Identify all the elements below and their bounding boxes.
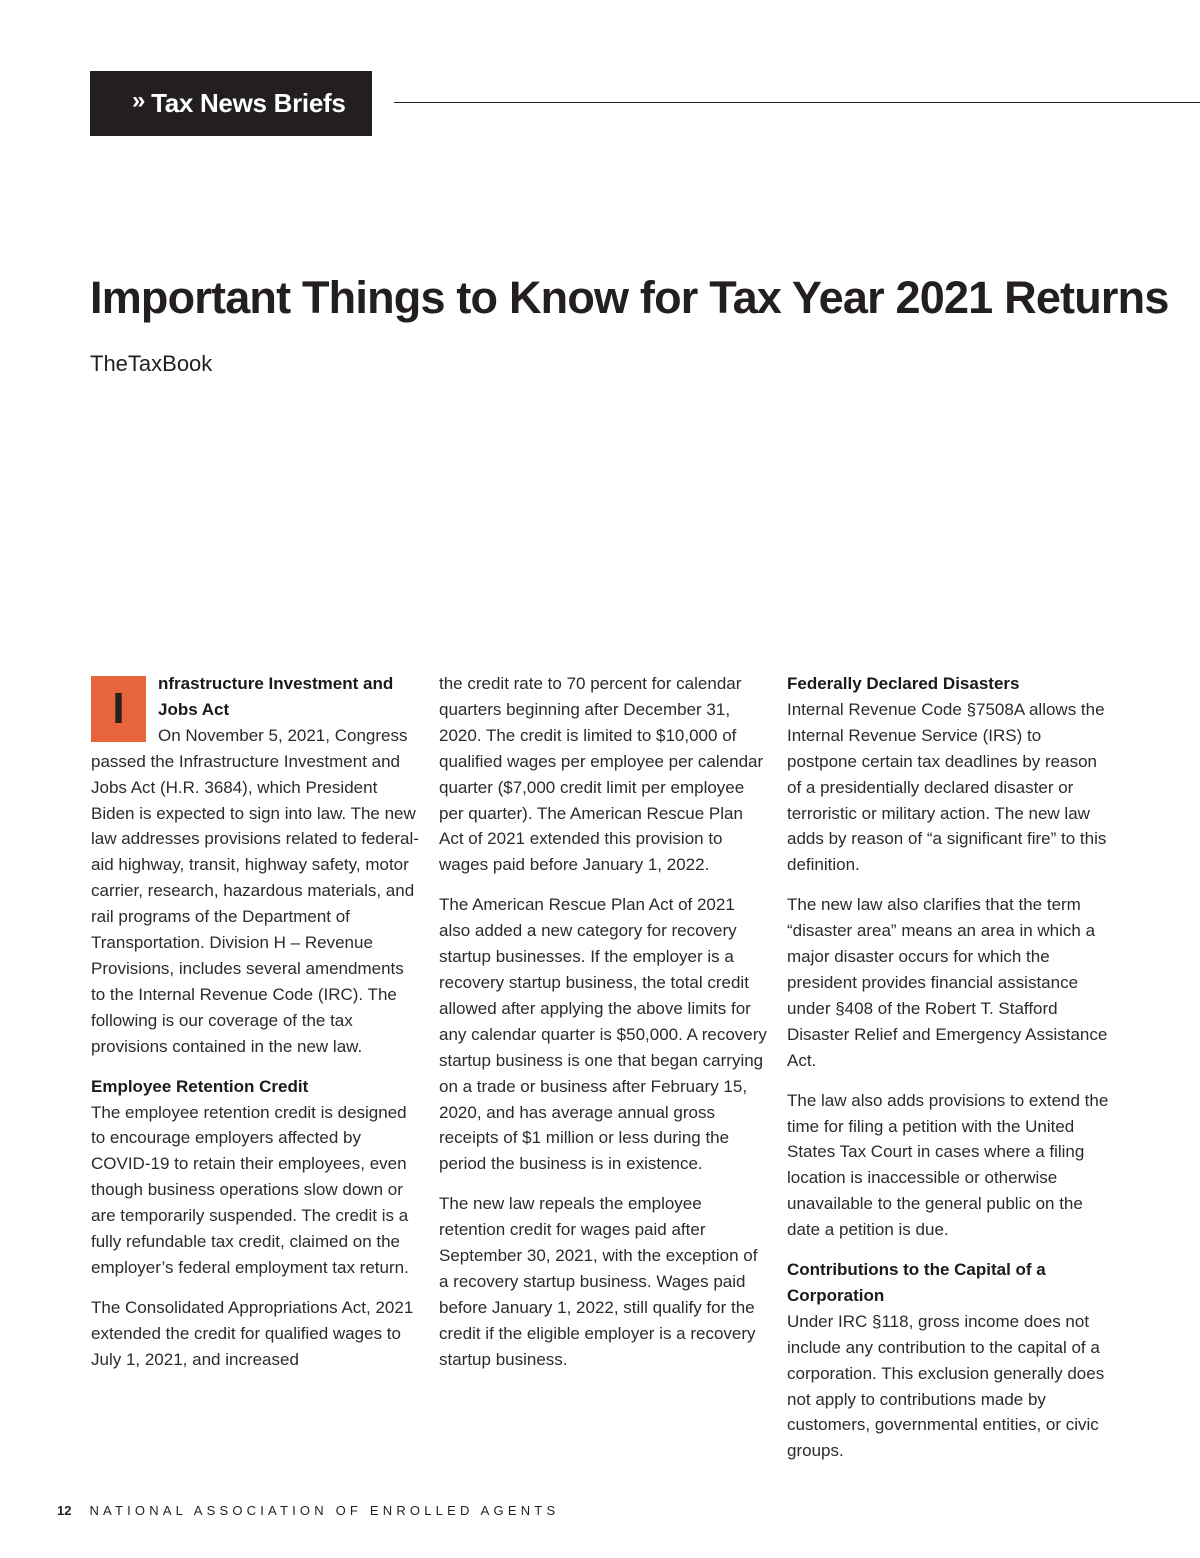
header-rule <box>394 102 1200 103</box>
section-tab <box>90 71 372 136</box>
paragraph: The Consolidated Appropriations Act, 2021 extended the credit for qualified wages to July 1, 2021, and increased <box>91 1297 414 1369</box>
lead-heading: nfrastructure Investment and Jobs Act <box>158 674 394 719</box>
subheading-federally-declared-disasters: Federally Declared Disasters <box>787 674 1020 693</box>
paragraph: The new law repeals the employee retention credit for wages paid after September 30, 2021, with the exception of a recovery startup business. Wages paid before January 1, 2022, still qualify for the credit if the eligible employer is a recovery startup business. <box>439 1194 758 1369</box>
paragraph: On November 5, 2021, Congress passed the Infrastructure Investment and Jobs Act (H.R. 3684), which President Biden is expected to sign into law. The new law addresses provisions related to federal-aid highway, transit, highway safety, motor carrier, research, hazardous materials, and rail programs of the Department of Transportation. Division H – Revenue Provisions, includes several amendments to the Internal Revenue Code (IRC). The following is our coverage of the tax provisions contained in the new law. <box>91 725 419 1056</box>
double-chevron-icon: » <box>132 86 146 114</box>
paragraph: The employee retention credit is designed to encourage employers affected by COVID-19 to retain their employees, even though business operations slow down or are temporarily suspended. The credit is a fully refundable tax credit, claimed on the employer’s federal employment tax return. <box>91 1102 409 1277</box>
paragraph: the credit rate to 70 percent for calendar quarters beginning after December 31, 2020. The credit is limited to $10,000 of qualified wages per employee per calendar quarter ($7,000 credit limit per employee per quarter). The American Rescue Plan Act of 2021 extended this provision to wages paid before January 1, 2022. <box>439 674 764 875</box>
article-author: TheTaxBook <box>90 351 213 376</box>
page-footer <box>57 1503 559 1518</box>
section-label: Tax News Briefs <box>151 88 346 118</box>
drop-cap: I <box>91 676 146 742</box>
subheading-employee-retention-credit: Employee Retention Credit <box>91 1076 309 1096</box>
column-1 <box>91 671 419 1387</box>
article-title: Important Things to Know for Tax Year 2021 Returns <box>90 272 1169 323</box>
subheading-contributions-to-capital: Contributions to the Capital of a Corporation <box>787 1260 1046 1305</box>
paragraph: Internal Revenue Code §7508A allows the Internal Revenue Service (IRS) to postpone certain tax deadlines by reason of a presidentially declared disaster or terroristic or military action. The new law adds by reason of “a significant fire” to this definition. <box>787 699 1107 875</box>
paragraph: The new law also clarifies that the term “disaster area” means an area in which a major disaster occurs for which the president provides financial assistance under §408 of the Robert T. Stafford Disaster Relief and Emergency Assistance Act. <box>787 895 1108 1070</box>
paragraph: The law also adds provisions to extend the time for filing a petition with the United States Tax Court in cases where a filing location is inaccessible or otherwise unavailable to the general public on the date a petition is due. <box>787 1090 1109 1240</box>
paragraph: Under IRC §118, gross income does not include any contribution to the capital of a corporation. This exclusion generally does not apply to contributions made by customers, governmental entities, or civic groups. <box>787 1311 1105 1461</box>
column-2 <box>439 671 767 1387</box>
column-3 <box>787 671 1115 1478</box>
page-number: 12 <box>57 1503 72 1518</box>
paragraph: The American Rescue Plan Act of 2021 also added a new category for recovery startup businesses. If the employer is a recovery startup business, the total credit allowed after applying the above limits for any calendar quarter is $50,000. A recovery startup business is one that began carrying on a trade or business after February 15, 2020, and has average annual gross receipts of $1 million or less during the period the business is in existence. <box>439 895 767 1174</box>
publication-name: NATIONAL ASSOCIATION OF ENROLLED AGENTS <box>89 1503 560 1518</box>
